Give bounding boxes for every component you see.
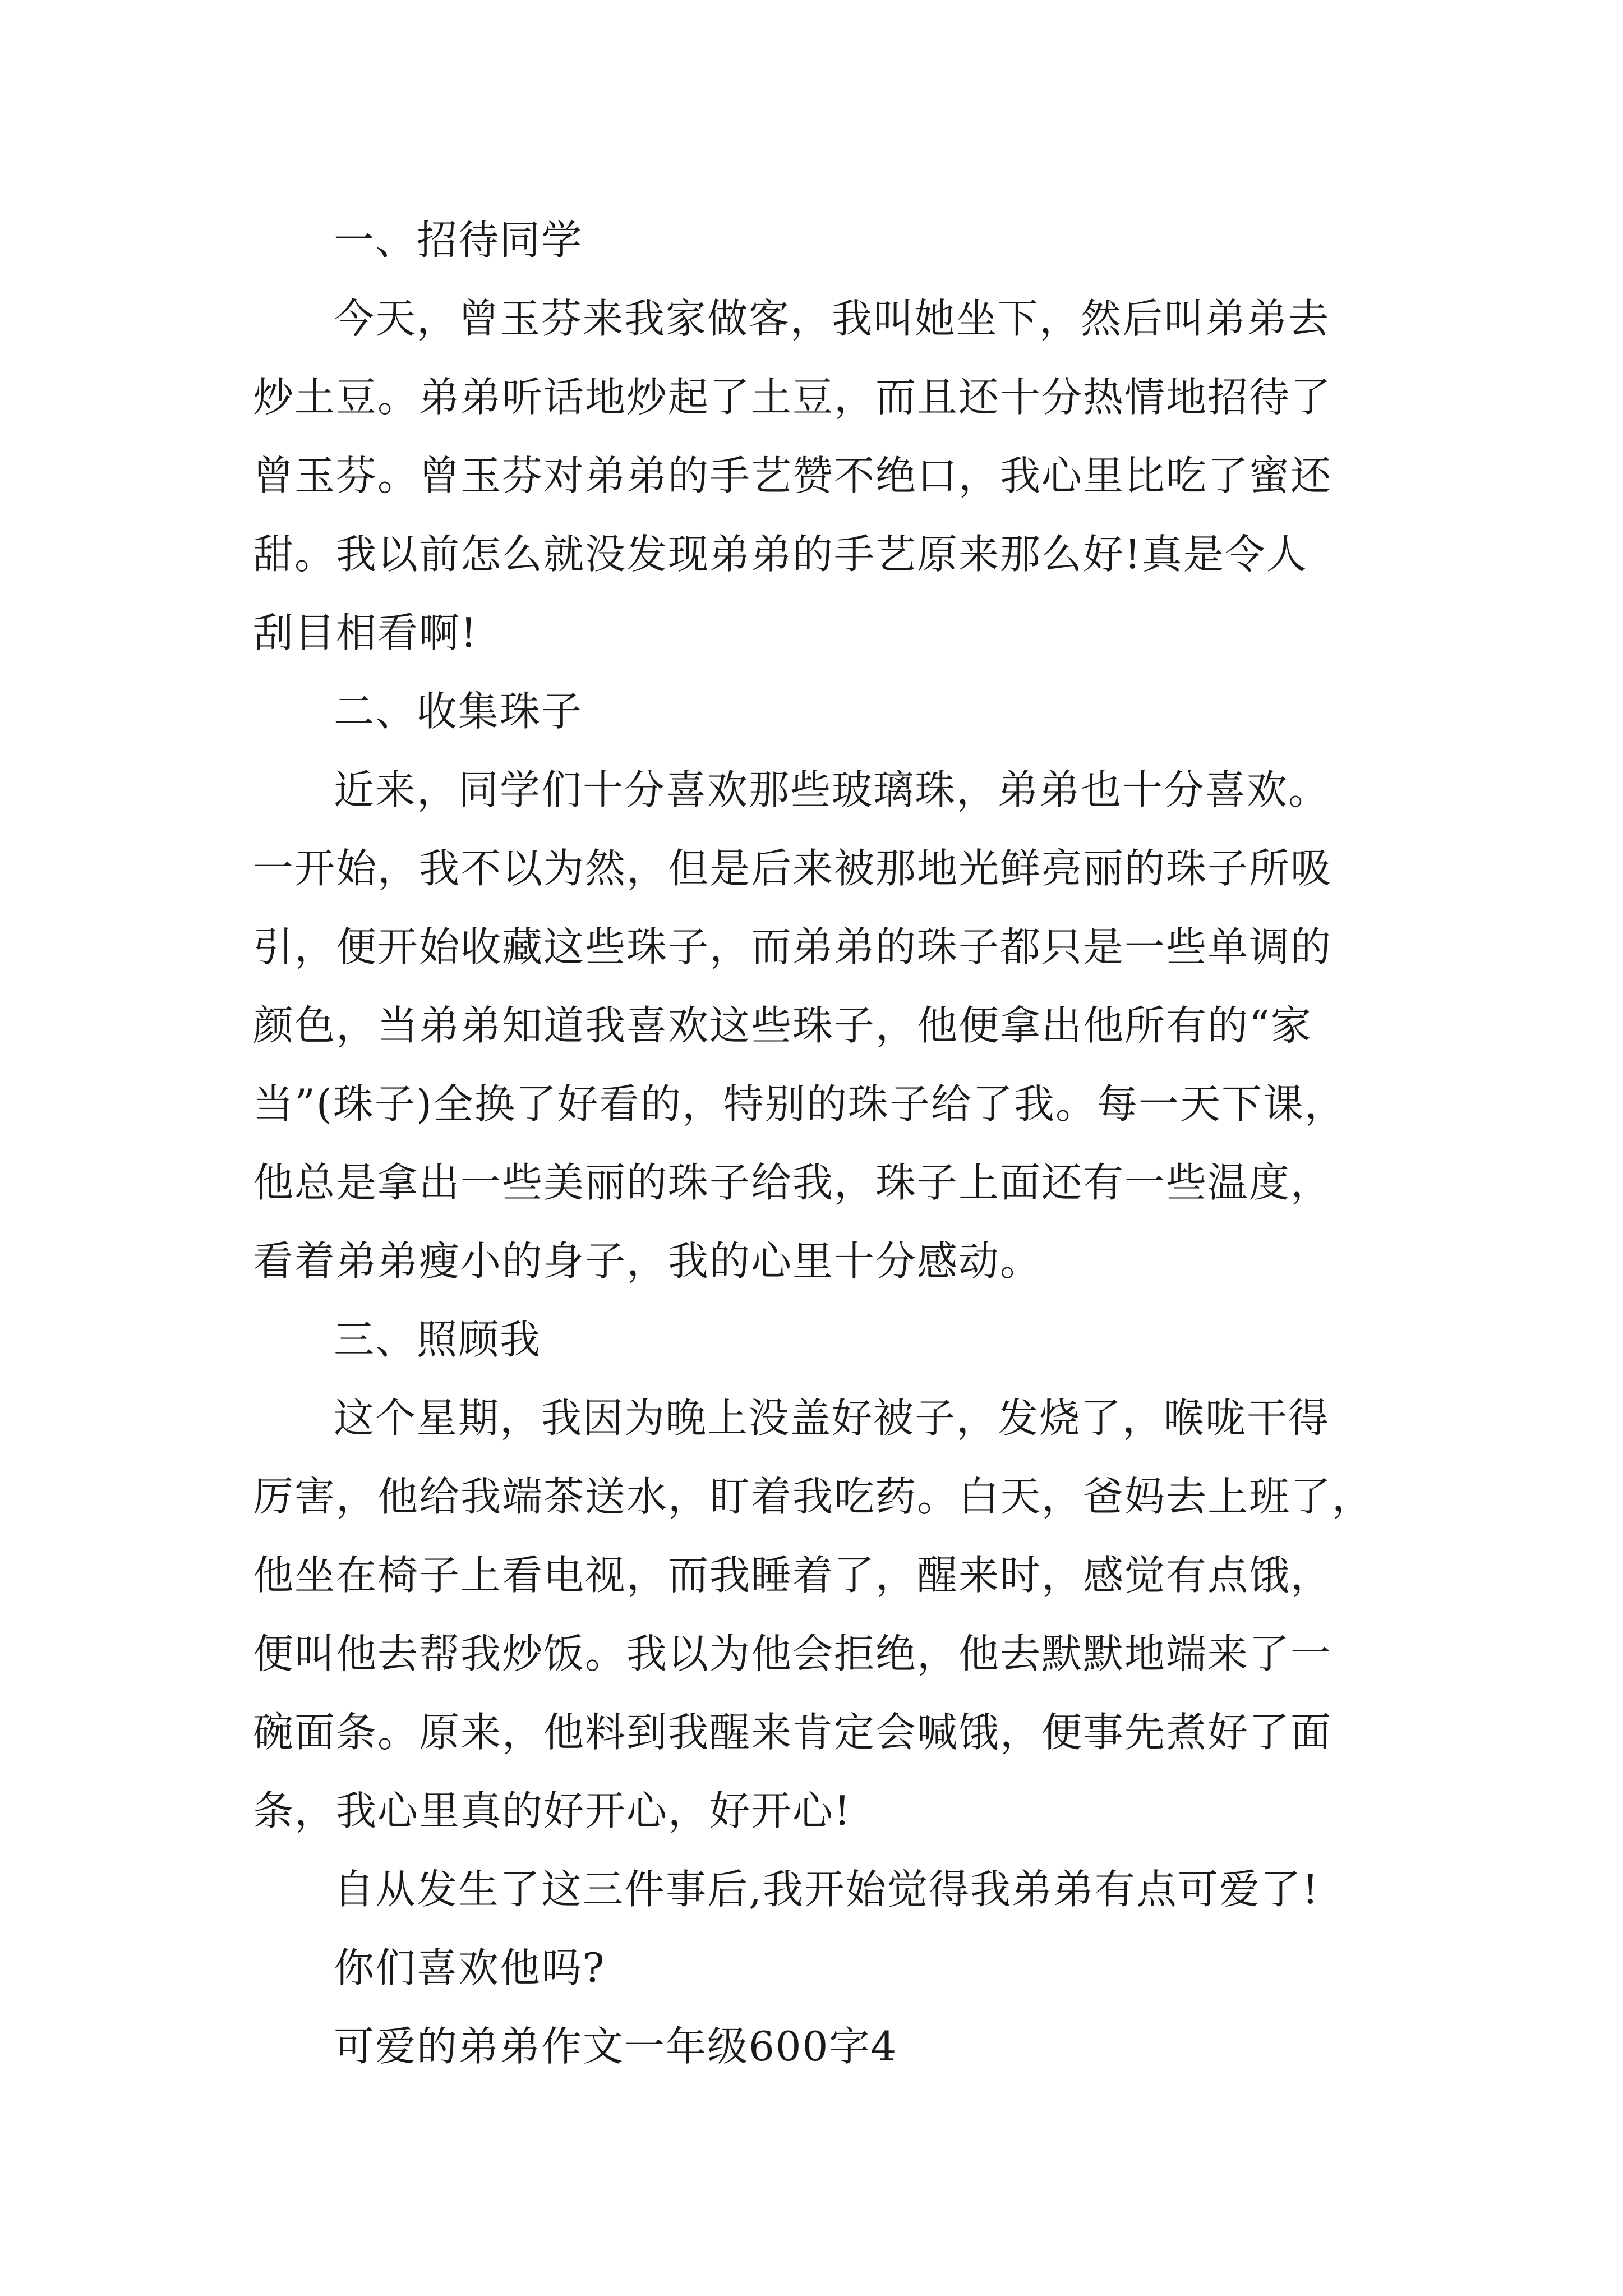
closing-line: 自从发生了这三件事后,我开始觉得我弟弟有点可爱了! bbox=[334, 1866, 1320, 1913]
paragraph-line: 当”(珠子)全换了好看的，特别的珠子给了我。每一天下课， bbox=[253, 1080, 1346, 1128]
paragraph-line: 碗面条。原来，他料到我醒来肯定会喊饿，便事先煮好了面 bbox=[253, 1709, 1332, 1756]
paragraph-line: 便叫他去帮我炒饭。我以为他会拒绝，他去默默地端来了一 bbox=[253, 1630, 1332, 1677]
paragraph-line: 他总是拿出一些美丽的珠子给我，珠子上面还有一些温度， bbox=[253, 1159, 1332, 1206]
paragraph-line: 炒土豆。弟弟听话地炒起了土豆，而且还十分热情地招待了 bbox=[253, 374, 1332, 421]
paragraph-line: 条，我心里真的好开心，好开心! bbox=[253, 1787, 851, 1834]
paragraph-line: 刮目相看啊! bbox=[253, 609, 478, 656]
closing-question: 你们喜欢他吗? bbox=[334, 1944, 606, 1991]
paragraph-line: 今天，曾玉芬来我家做客，我叫她坐下，然后叫弟弟去 bbox=[334, 295, 1330, 342]
paragraph-line: 近来，同学们十分喜欢那些玻璃珠，弟弟也十分喜欢。 bbox=[334, 766, 1330, 813]
paragraph-line: 看着弟弟瘦小的身子，我的心里十分感动。 bbox=[253, 1237, 1042, 1285]
paragraph-line: 这个星期，我因为晚上没盖好被子，发烧了，喉咙干得 bbox=[334, 1395, 1330, 1442]
section-heading-3: 三、照顾我 bbox=[334, 1316, 542, 1363]
paragraph-line: 引，便开始收藏这些珠子，而弟弟的珠子都只是一些单调的 bbox=[253, 923, 1332, 970]
paragraph-line: 厉害，他给我端茶送水，盯着我吃药。白天，爸妈去上班了， bbox=[253, 1473, 1374, 1520]
next-essay-title: 可爱的弟弟作文一年级600字4 bbox=[334, 2023, 898, 2070]
paragraph-line: 颜色，当弟弟知道我喜欢这些珠子，他便拿出他所有的“家 bbox=[253, 1002, 1312, 1049]
paragraph-line: 他坐在椅子上看电视，而我睡着了，醒来时，感觉有点饿， bbox=[253, 1552, 1332, 1599]
section-heading-2: 二、收集珠子 bbox=[334, 688, 583, 735]
section-heading-1: 一、招待同学 bbox=[334, 217, 583, 264]
paragraph-line: 曾玉芬。曾玉芬对弟弟的手艺赞不绝口，我心里比吃了蜜还 bbox=[253, 452, 1332, 499]
paragraph-line: 一开始，我不以为然，但是后来被那地光鲜亮丽的珠子所吸 bbox=[253, 845, 1332, 892]
paragraph-line: 甜。我以前怎么就没发现弟弟的手艺原来那么好!真是令人 bbox=[253, 531, 1308, 578]
